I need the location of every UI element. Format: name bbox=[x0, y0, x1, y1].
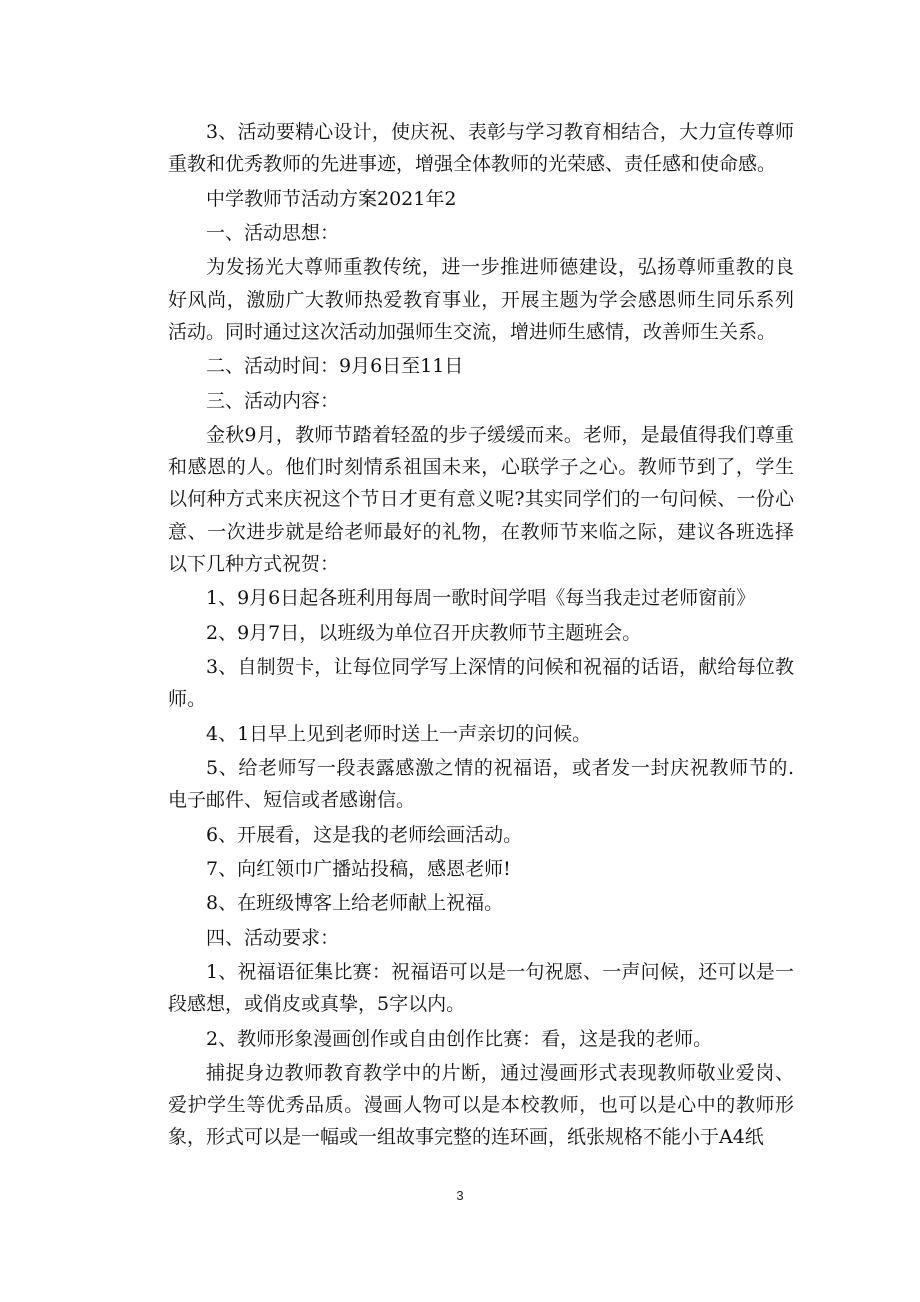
list-item-4: 4、1日早上见到老师时送上一声亲切的问候。 bbox=[206, 722, 592, 745]
heading-activity-time: 二、活动时间：9月6日至11日 bbox=[206, 355, 464, 378]
document-body bbox=[168, 116, 794, 1156]
paragraph-requirement-3: 3、活动要精心设计，使庆祝、表彰与学习教育相结合，大力宣传尊师重教和优秀教师的先进事迹，增强全体教师的光荣感、责任感和使命感。 bbox=[168, 121, 794, 176]
section-title: 中学教师节活动方案2021年2 bbox=[206, 187, 457, 210]
list-item-7: 7、向红领巾广播站投稿，感恩老师! bbox=[206, 857, 511, 880]
page-number: 3 bbox=[456, 1188, 464, 1203]
list-item-1: 1、9月6日起各班利用每周一歌时间学唱《每当我走过老师窗前》 bbox=[206, 587, 756, 610]
heading-activity-idea: 一、活动思想： bbox=[206, 221, 340, 244]
paragraph-activity-idea: 为发扬光大尊师重教传统，进一步推进师德建设，弘扬尊师重教的良好风尚，激励广大教师热爱教育事业，开展主题为学会感恩师生同乐系列活动。同时通过这次活动加强师生交流，增进师生感情，改善师生关系。 bbox=[168, 256, 794, 343]
list-item-6: 6、开展看，这是我的老师绘画活动。 bbox=[206, 823, 523, 846]
heading-activity-requirements: 四、活动要求： bbox=[206, 926, 340, 949]
requirement-item-2: 2、教师形象漫画创作或自由创作比赛：看，这是我的老师。 bbox=[206, 1027, 713, 1050]
list-item-3: 3、自制贺卡，让每位同学写上深情的问候和祝福的话语，献给每位教师。 bbox=[168, 655, 794, 711]
paragraph-comic-details: 捕捉身边教师教育教学中的片断，通过漫画形式表现教师敬业爱岗、爱护学生等优秀品质。漫画人物可以是本校教师，也可以是心中的教师形象，形式可以是一幅或一组故事完整的连环画，纸张规格不能小于A4纸 bbox=[168, 1062, 794, 1149]
list-item-8: 8、在班级博客上给老师献上祝福。 bbox=[206, 892, 504, 915]
heading-activity-content: 三、活动内容： bbox=[206, 389, 340, 412]
requirement-item-1: 1、祝福语征集比赛：祝福语可以是一句祝愿、一声问候，还可以是一段感想，或俏皮或真挚，5字以内。 bbox=[168, 961, 794, 1016]
paragraph-activity-content: 金秋9月，教师节踏着轻盈的步子缓缓而来。老师，是最值得我们尊重和感恩的人。他们时刻情系祖国未来，心联学子之心。教师节到了，学生以何种方式来庆祝这个节日才更有意义呢?其实同学们的一句问候、一份心意、一次进步就是给老师最好的礼物，在教师节来临之际，建议各班选择以下几种方式祝贺： bbox=[168, 423, 794, 575]
list-item-5: 5、给老师写一段表露感激之情的祝福语，或者发一封庆祝教师节的.电子邮件、短信或者感谢信。 bbox=[168, 756, 794, 812]
list-item-2: 2、9月7日，以班级为单位召开庆教师节主题班会。 bbox=[206, 621, 642, 644]
